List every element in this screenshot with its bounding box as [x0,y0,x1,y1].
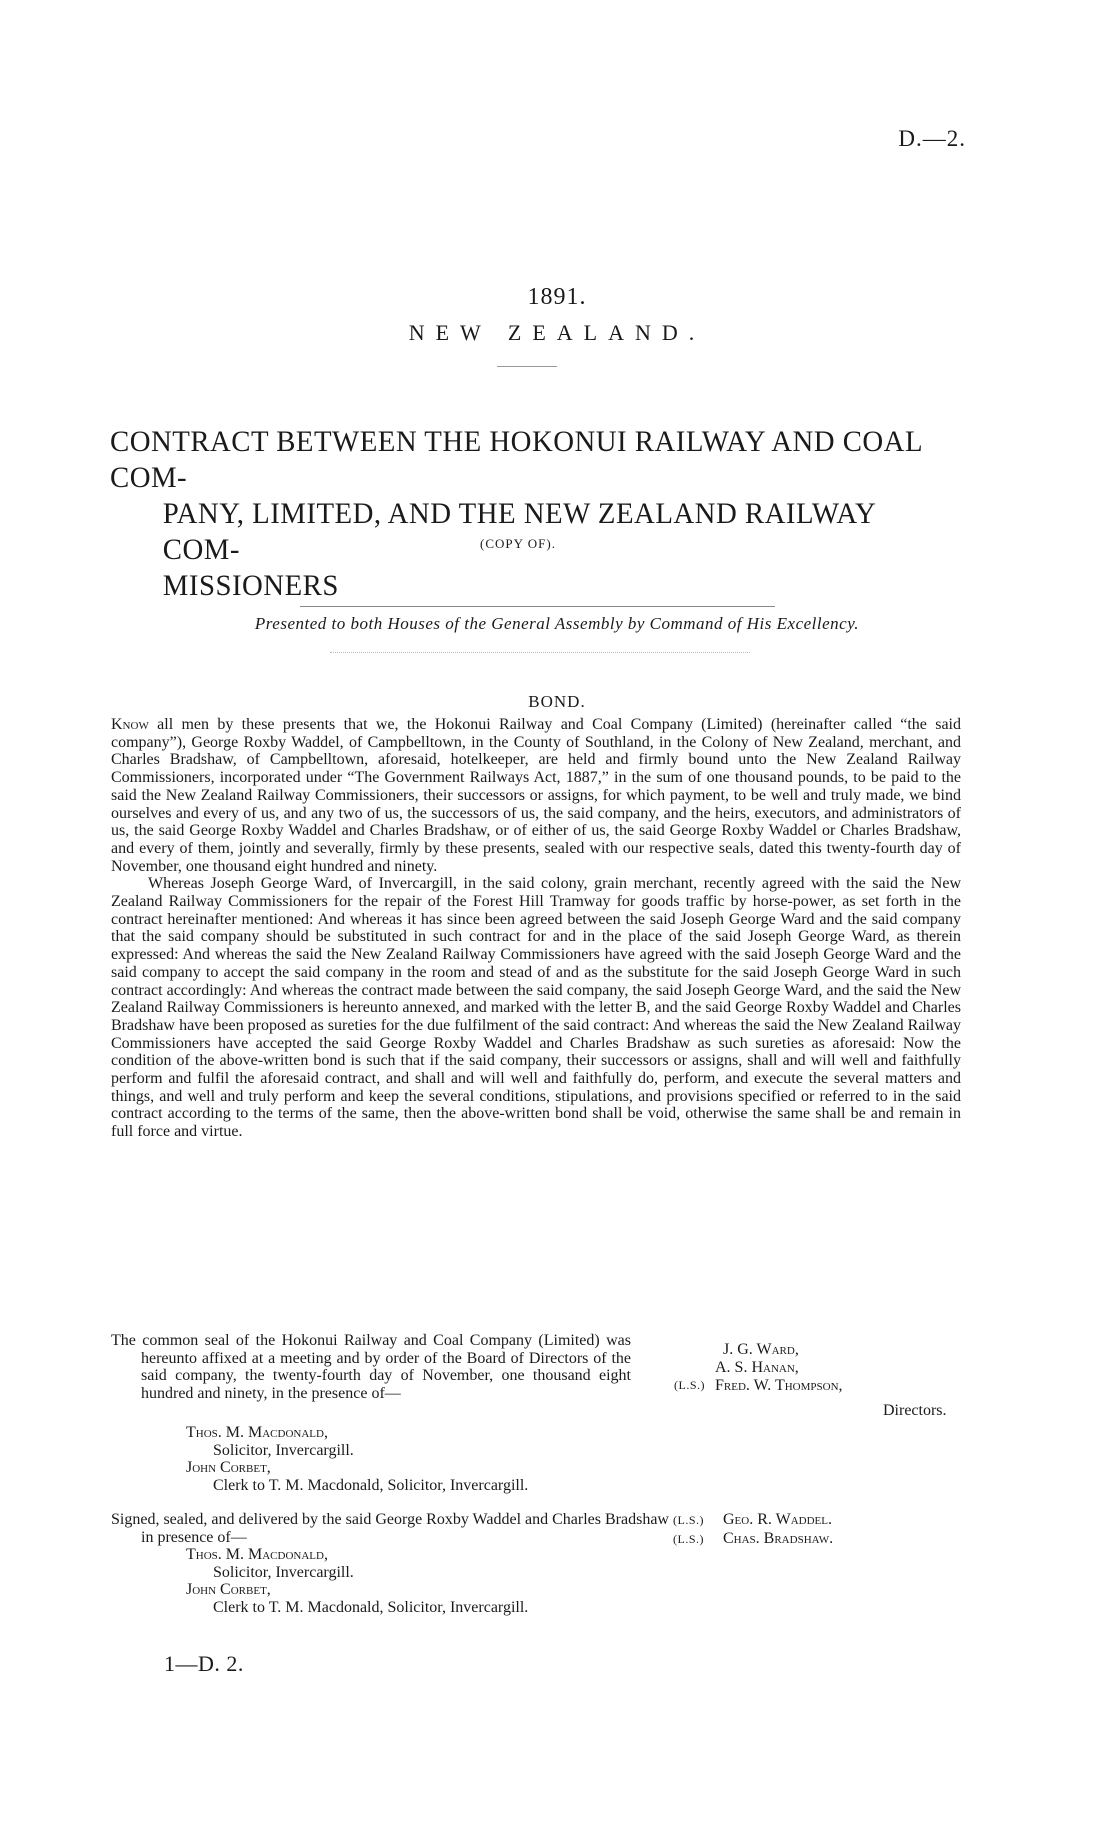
seal-mark: (L.S.) [673,1513,704,1527]
witness-name: Thos. M. Macdonald, [186,1424,328,1441]
witness-block-2 [111,1546,671,1617]
director-name: A. S. Hanan, [715,1359,799,1376]
directors-label: Directors. [883,1402,947,1419]
director-name: J. G. Ward, [723,1341,799,1358]
witness-role: Clerk to T. M. Macdonald, Solicitor, Invercargill. [213,1477,529,1495]
paragraph-lead-word: Know [111,716,149,733]
witness-role: Solicitor, Invercargill. [213,1441,354,1459]
title-line-1: CONTRACT BETWEEN THE HOKONUI RAILWAY AND COAL COM- [110,425,922,494]
surety-signature [673,1530,833,1549]
witness-block-1 [111,1424,671,1495]
director-name: Fred. W. Thompson, [715,1377,843,1394]
page-reference: D.—2. [898,126,966,151]
publication-year: 1891. [527,284,587,310]
paragraph-1-text: all men by these presents that we, the Hokonui Railway and Coal Company (Limited) (hereinafter called “the said company”), George Roxby Waddel, of Campbelltown, in the County of Southland, in the Colony of New Zealand, merchant, and Charles Bradshaw, of Campbelltown, aforesaid, hotelkeeper, are held and firmly bound unto the New Zealand Railway Commissioners, incorporated under “The Government Railways Act, 1887,” in the sum of one thousand pounds, to be paid to the said the New Zealand Railway Commissioners, their successors or assigns, for which payment, to be well and truly made, we bind ourselves and every of us, and any two of us, the successors of us, the said company, and the heirs, executors, and administrators of us, the said George Roxby Waddel and Charles Bradshaw, or of either of us, the said George Roxby Waddel or Charles Bradshaw, and every of them, jointly and severally, firmly by these presents, sealed with our respective seals, dated this twenty-fourth day of November, one thousand eight hundred and ninety. [111,716,961,875]
presented-line: Presented to both Houses of the General Assembly by Command of His Excellency. [254,614,860,633]
witness-role: Solicitor, Invercargill. [213,1563,354,1581]
title-line-3: MISSIONERS [162,569,339,602]
divider-long [300,606,775,607]
bond-paragraph-2: Whereas Joseph George Ward, of Invercargill, in the said colony, grain merchant, recently agreed with the said the New Zealand Railway Commissioners for the repair of the Forest Hill Tramway for goods traffic by horse-power, as set forth in the contract hereinafter mentioned: And whereas it has since been agreed between the said Joseph George Ward and the said company that the said company should be substituted in such contract for and in the place of the said Joseph George Ward, as therein expressed: And whereas the said the New Zealand Railway Commissioners have agreed with the said Joseph George Ward and the said company to accept the said company in the room and stead of and as the substitute for the said Joseph George Ward in such contract accordingly: And whereas the contract made between the said company, the said Joseph George Ward, and the said the New Zealand Railway Commissioners is hereunto annexed, and marked with the letter B, and the said George Roxby Waddel and Charles Bradshaw have been proposed as sureties for the due fulfilment of the said contract: And whereas the said the New Zealand Railway Commissioners have accepted the said George Roxby Waddel and Charles Bradshaw as such sureties as aforesaid: Now the condition of the above-written bond is such that if the said company, their successors or assigns, shall and will well and faithfully perform and fulfil the aforesaid contract, and shall and will well and faithfully do, perform, and execute the several matters and things, and well and truly perform and keep the several conditions, stipulations, and provisions specified or referred to in the said contract according to the terms of the same, then the above-written bond shall be void, otherwise the same shall be and remain in full force and virtue. [111,875,961,1141]
title-line-2: PANY, LIMITED, AND THE NEW ZEALAND RAILWAY COM- [162,497,876,566]
witness-name: John Corbet, [186,1581,271,1599]
divider-dotted [330,652,750,653]
surety-signature [673,1511,833,1530]
footer-reference: 1—D. 2. [164,1651,244,1676]
bond-paragraph-1 [111,716,961,875]
surety-name: Geo. R. Waddel. [723,1511,832,1528]
copy-of-note: (COPY OF). [480,536,556,551]
witness-name: John Corbet, [186,1459,271,1477]
seal-clause-text: The common seal of the Hokonui Railway and Coal Company (Limited) was hereunto affixed at a meeting and by order of the Board of Directors of the said company, the twenty-fourth day of November, one thousand eight hundred and ninety, in the presence of— [111,1332,631,1403]
surety-sign-clause [111,1511,681,1546]
bond-heading: BOND. [528,692,586,711]
signed-clause-text: Signed, sealed, and delivered by the said George Roxby Waddel and Charles Bradshaw in presence of— [111,1511,669,1546]
country-heading: NEW ZEALAND. [408,320,706,345]
company-seal-clause [111,1332,631,1403]
document-title [110,424,936,604]
surety-name: Chas. Bradshaw. [723,1529,834,1547]
director-signatures [715,1341,843,1395]
bond-body [111,716,961,1141]
seal-mark: (L.S.) [674,1378,705,1392]
witness-name: Thos. M. Macdonald, [186,1546,328,1563]
witness-role: Clerk to T. M. Macdonald, Solicitor, Invercargill. [213,1599,529,1617]
seal-mark: (L.S.) [673,1531,704,1546]
surety-signatures [673,1511,833,1548]
divider-short [497,366,557,367]
